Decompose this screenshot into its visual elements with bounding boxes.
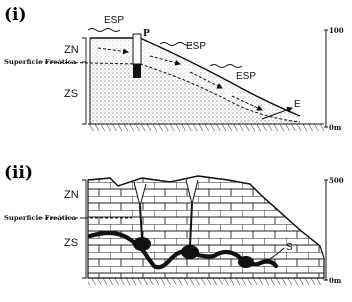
well-screen	[133, 64, 141, 78]
esp-label-2: ESP	[186, 41, 207, 52]
zone-bracket-ii	[82, 180, 86, 278]
zs-label-i: ZS	[64, 88, 79, 100]
scale-bottom-i: 0m	[329, 123, 342, 132]
cave-chamber-2	[181, 245, 199, 259]
scale-top-ii: 500	[329, 176, 344, 185]
panel-i	[4, 5, 344, 132]
cave-chamber-3	[238, 256, 254, 268]
bedrock-hatch	[88, 124, 324, 131]
esp-label-3: ESP	[236, 71, 257, 82]
zone-bracket-i	[82, 38, 86, 124]
well-casing	[133, 34, 141, 64]
panel-ii	[4, 163, 344, 285]
limestone-block	[88, 176, 324, 278]
bedrock-hatch-ii	[88, 278, 324, 285]
water-table-label-i: Superficie Freática	[4, 58, 77, 66]
runoff-wave-1	[88, 29, 120, 32]
zs-label-ii: ZS	[64, 237, 79, 249]
cave-chamber-1	[133, 237, 151, 251]
panel-ii-label: (ii)	[4, 163, 34, 183]
water-table-label-ii: Superficie Freática	[4, 214, 77, 222]
zn-label-ii: ZN	[64, 189, 79, 201]
scale-top-i: 100	[329, 26, 344, 35]
esp-label-1: ESP	[104, 15, 125, 26]
panel-i-label: (i)	[4, 5, 27, 25]
outlet-label: E	[294, 99, 301, 110]
runoff-wave-3	[210, 65, 242, 68]
well-label: P	[143, 29, 150, 39]
zn-label-i: ZN	[64, 44, 79, 56]
spring-label: S	[286, 242, 293, 253]
scale-bottom-ii: 0m	[329, 276, 342, 285]
